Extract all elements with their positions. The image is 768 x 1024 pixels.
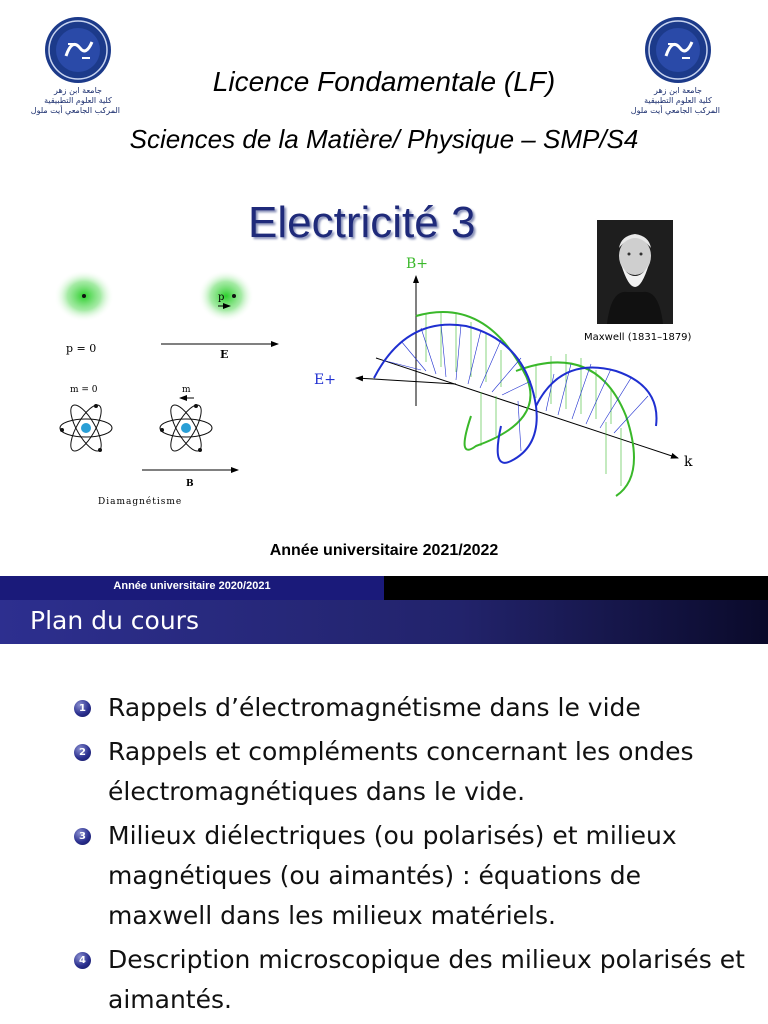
logo-text-line1: جامعة ابن زهر bbox=[654, 86, 702, 95]
list-item-text: Description microscopique des milieux polarisés et aimantés. bbox=[108, 945, 745, 1014]
track-title: Sciences de la Matière/ Physique – SMP/S4 bbox=[129, 124, 639, 154]
frame-title: Plan du cours bbox=[30, 606, 199, 635]
B-label: B bbox=[186, 479, 194, 489]
logo-text-line1: جامعة ابن زهر bbox=[54, 86, 102, 95]
numbered-ball-icon: 1 bbox=[74, 700, 91, 717]
numbered-ball-icon: 4 bbox=[74, 952, 91, 969]
list-item-text: Rappels et compléments concernant les ondes électromagnétiques dans le vide. bbox=[108, 737, 694, 806]
numbered-ball-icon: 3 bbox=[74, 828, 91, 845]
list-item bbox=[70, 940, 750, 1020]
neutral-atom bbox=[54, 270, 114, 322]
diamagnetism-label: Diamagnétisme bbox=[98, 497, 183, 507]
logo-text-line2: كلية العلوم التطبيقية bbox=[644, 96, 712, 105]
p-label: p bbox=[218, 292, 225, 303]
portrait-caption: Maxwell (1831–1879) bbox=[584, 332, 692, 343]
numbered-ball-icon: 2 bbox=[74, 744, 91, 761]
slide-year: Année universitaire 2020/2021 bbox=[113, 580, 271, 592]
list-item bbox=[70, 732, 750, 812]
m0-label: m = 0 bbox=[70, 385, 98, 395]
axis-E bbox=[356, 378, 456, 384]
polarization-figure bbox=[36, 258, 296, 518]
atom-orbit-icon bbox=[160, 401, 212, 455]
wave-E-label: E+ bbox=[314, 372, 336, 388]
wave-k-label: k bbox=[684, 454, 693, 470]
p0-label: p = 0 bbox=[66, 342, 97, 355]
list-item-text: Rappels d’électromagnétisme dans le vide bbox=[108, 693, 641, 722]
slide-top-bar bbox=[0, 576, 768, 600]
list-item-text: Milieux diélectriques (ou polarisés) et milieux magnétiques (ou aimantés) : équations de maxwell dans les milieux matériels. bbox=[108, 821, 677, 930]
list-item bbox=[70, 816, 750, 936]
course-title: Electricité 3 bbox=[248, 198, 476, 247]
logo-text-line3: المركب الجامعي أيت ملول bbox=[30, 106, 120, 115]
program-title: Licence Fondamentale (LF) bbox=[212, 66, 556, 97]
m-label: m bbox=[182, 385, 191, 395]
maxwell-portrait bbox=[597, 220, 673, 324]
wave-B-label: B+ bbox=[406, 256, 429, 272]
cover-academic-year: Année universitaire 2021/2022 bbox=[269, 542, 499, 559]
E-label: E bbox=[220, 348, 229, 361]
logo-text-line2: كلية العلوم التطبيقية bbox=[44, 96, 112, 105]
polarized-atom bbox=[198, 270, 254, 322]
atom-orbit-icon bbox=[60, 401, 112, 455]
list-item bbox=[70, 688, 750, 728]
course-plan-list bbox=[70, 688, 750, 1024]
logo-text-line3: المركب الجامعي أيت ملول bbox=[630, 106, 720, 115]
